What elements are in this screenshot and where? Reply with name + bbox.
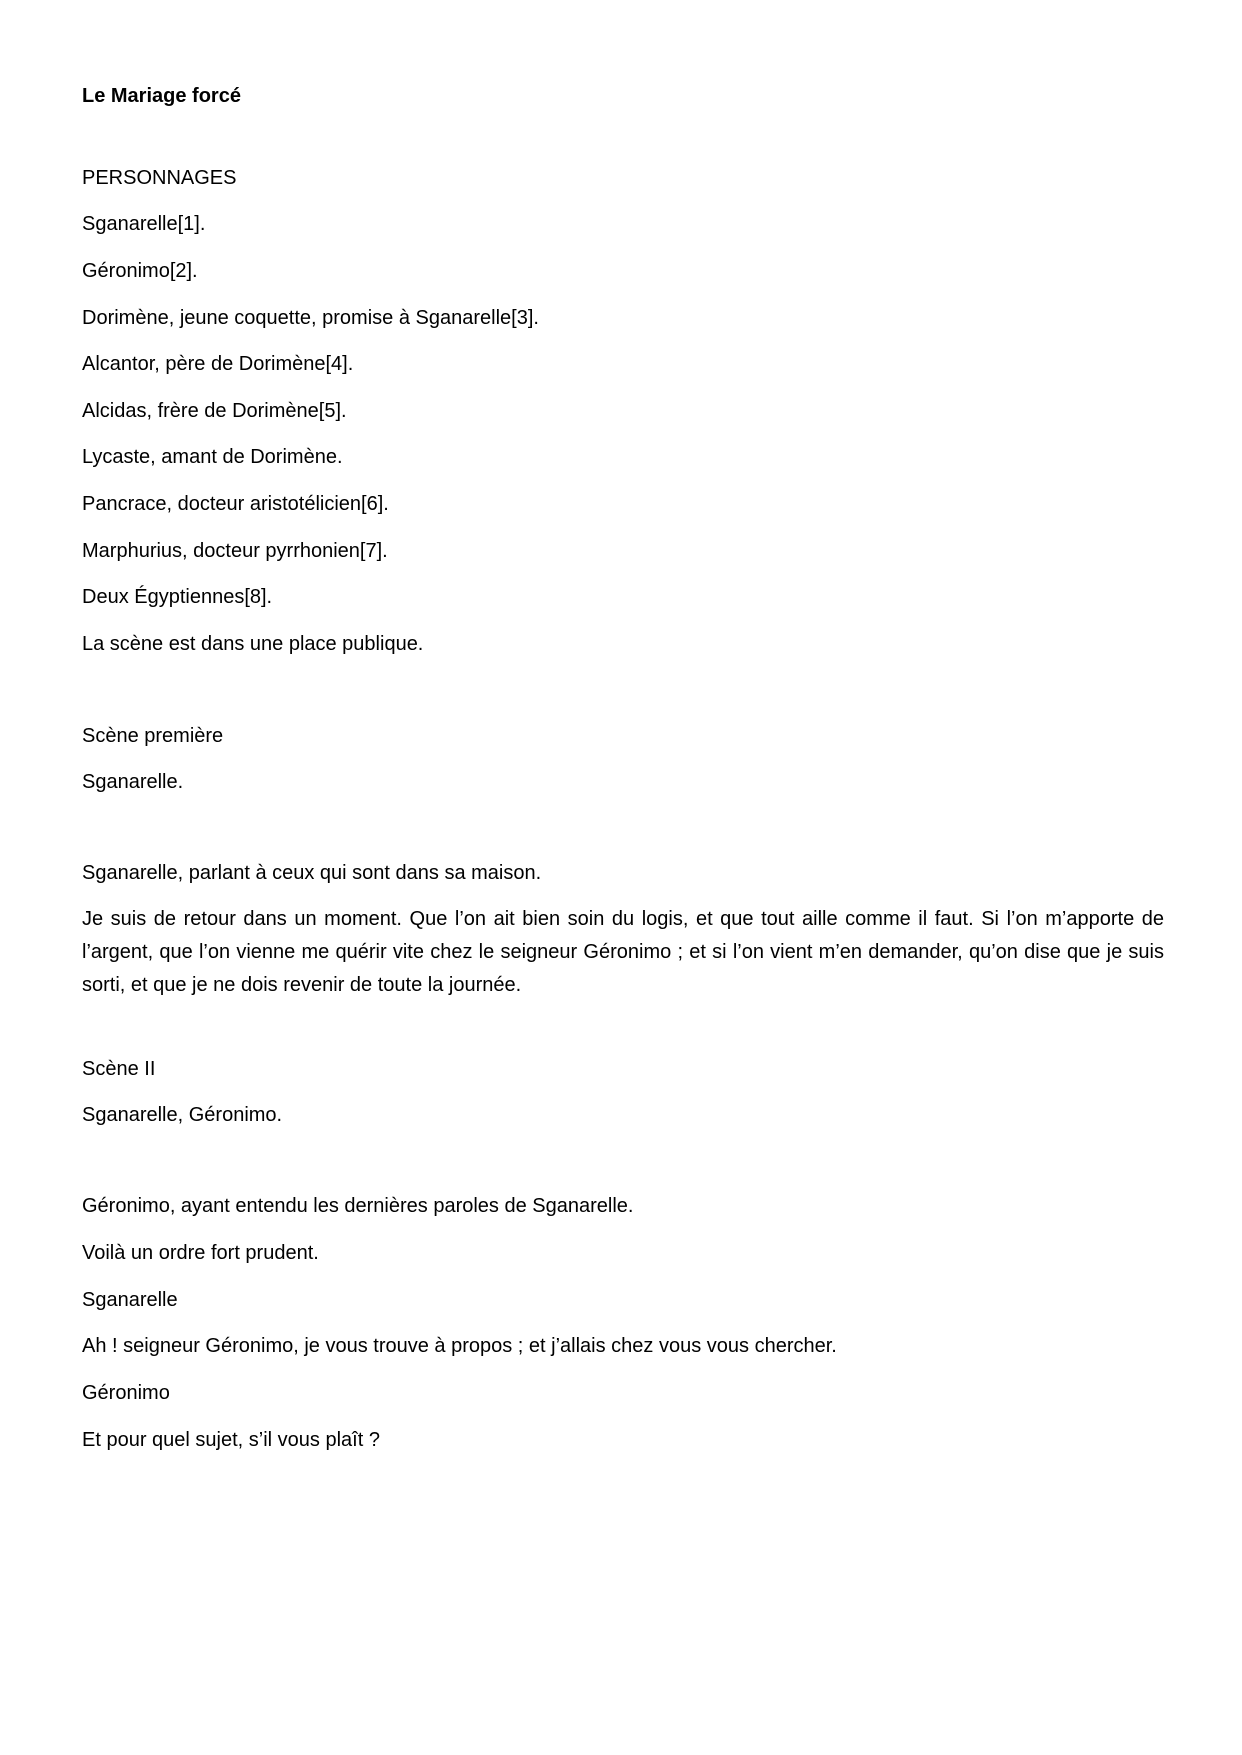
- scene2-characters: Sganarelle, Géronimo.: [82, 1104, 283, 1126]
- personnage-item: Dorimène, jeune coquette, promise à Sganarelle[3].: [82, 307, 539, 329]
- scene1-speech: Je suis de retour dans un moment. Que l’on ait bien soin du logis, et que tout aille comme il faut. Si l’on m’apporte de l’argent, que l’on vienne me quérir vite chez le seigneur Géronimo ; et si l’on vient m’en demander, qu’on dise que je suis sorti, et que je ne dois revenir de toute la journée.: [82, 908, 1164, 996]
- document-title: Le Mariage forcé: [82, 85, 241, 107]
- personnage-item: Alcidas, frère de Dorimène[5].: [82, 400, 347, 422]
- scene1-stage-direction: Sganarelle, parlant à ceux qui sont dans sa maison.: [82, 862, 542, 884]
- scene1-heading: Scène première: [82, 725, 224, 747]
- personnage-item: Deux Égyptiennes[8].: [82, 586, 273, 608]
- scene1-characters: Sganarelle.: [82, 771, 184, 793]
- setting-text: La scène est dans une place publique.: [82, 633, 424, 655]
- dialogue-line: Ah ! seigneur Géronimo, je vous trouve à propos ; et j’allais chez vous vous chercher.: [82, 1335, 837, 1357]
- personnages-heading: PERSONNAGES: [82, 167, 237, 189]
- dialogue-line: Voilà un ordre fort prudent.: [82, 1242, 319, 1264]
- personnage-item: Lycaste, amant de Dorimène.: [82, 446, 343, 468]
- personnage-item: Alcantor, père de Dorimène[4].: [82, 353, 354, 375]
- personnage-item: Marphurius, docteur pyrrhonien[7].: [82, 540, 388, 562]
- scene2-stage-direction: Géronimo, ayant entendu les dernières paroles de Sganarelle.: [82, 1195, 634, 1217]
- scene2-heading: Scène II: [82, 1058, 156, 1080]
- dialogue-line: Et pour quel sujet, s’il vous plaît ?: [82, 1429, 380, 1451]
- personnage-item: Géronimo[2].: [82, 260, 198, 282]
- personnage-item: Pancrace, docteur aristotélicien[6].: [82, 493, 389, 515]
- speaker-name: Sganarelle: [82, 1289, 178, 1311]
- speaker-name: Géronimo: [82, 1382, 170, 1404]
- personnage-item: Sganarelle[1].: [82, 213, 206, 235]
